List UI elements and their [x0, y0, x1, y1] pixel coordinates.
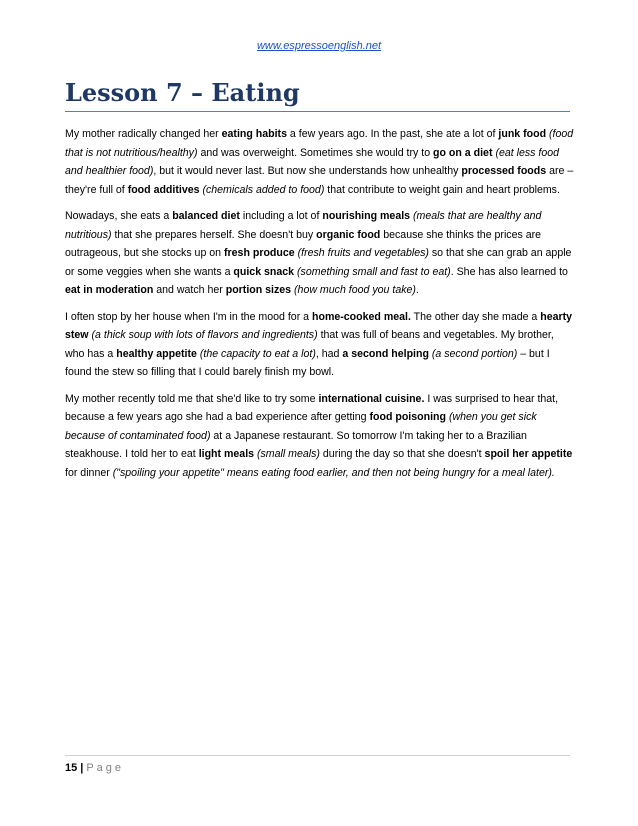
definition-text: (when you get sick because of contaminated food) — [65, 411, 537, 442]
body-text: are – they're full of — [65, 165, 574, 196]
definition-text: (a thick soup with lots of flavors and ingredients) — [91, 329, 318, 341]
footer-separator: | — [80, 762, 84, 774]
vocab-term: spoil her appetite — [484, 448, 573, 460]
body-text: The other day she made a — [410, 310, 541, 323]
definition-text: (chemicals added to food) — [202, 183, 325, 196]
definition-text: (something small and fast to eat) — [297, 265, 451, 278]
paragraph — [65, 125, 575, 199]
body-text: My mother radically changed her — [65, 128, 222, 140]
body-text: during the day so that she doesn't — [319, 448, 485, 460]
body-text: because she thinks the prices are outrageous, but she stocks up on — [65, 228, 542, 259]
definition-text: (food that is not nutritious/healthy) — [65, 128, 574, 159]
body-text: – but I found the stew so filling that I could barely finish my bowl. — [65, 347, 550, 378]
vocab-term: eat in moderation — [65, 284, 154, 296]
body-text: Nowadays, she eats a — [65, 210, 173, 222]
body-text: that contribute to weight gain and heart problems. — [324, 183, 560, 196]
body-text: I often stop by her house when I'm in the mood for a — [65, 310, 312, 323]
vocab-term: quick snack — [233, 265, 295, 278]
body-text: at a Japanese restaurant. So tomorrow I'm taking her to a Brazilian steakhouse. I told her to eat — [65, 429, 527, 460]
vocab-term: balanced diet — [172, 210, 240, 222]
body-text: , had — [315, 347, 343, 360]
body-text: and watch her — [153, 284, 226, 296]
vocab-term: light meals — [198, 448, 255, 460]
body-text: . — [415, 284, 419, 296]
body-text: , but it would never last. But now she understands how unhealthy — [153, 165, 462, 177]
definition-text: ("spoiling your appetite" means eating food earlier, and then not being hungry for a meal later). — [112, 466, 555, 479]
page-footer — [65, 762, 124, 774]
body-text: I was surprised to hear that, because a few years ago she had a bad experience after getting — [65, 392, 559, 423]
vocab-term: organic food — [316, 228, 381, 241]
paragraph — [65, 390, 575, 483]
vocab-term: eating habits — [221, 128, 287, 140]
definition-text: (a second portion) — [431, 347, 518, 360]
vocab-term: portion sizes — [225, 284, 292, 296]
vocab-term: home-cooked meal. — [312, 310, 411, 323]
definition-text: (meals that are healthy and nutritious) — [65, 210, 542, 241]
body-text: My mother recently told me that she'd like to try some — [65, 392, 319, 405]
body-text: that was full of beans and vegetables. My brother, who has a — [65, 329, 554, 360]
vocab-term: junk food — [498, 128, 547, 140]
vocab-term: nourishing meals — [322, 210, 411, 222]
vocab-term: food poisoning — [369, 411, 446, 423]
lesson-body — [65, 125, 575, 490]
definition-text: (the capacity to eat a lot) — [199, 347, 316, 360]
paragraph — [65, 308, 575, 382]
vocab-term: a second helping — [342, 347, 429, 360]
vocab-term: processed foods — [461, 165, 547, 177]
body-text: . She has also learned to — [450, 265, 568, 278]
definition-text: (eat less food and healthier food) — [65, 146, 560, 177]
page-title: Lesson 7 – Eating — [65, 78, 300, 107]
page-word: Page — [86, 762, 125, 774]
body-text: that she prepares herself. She doesn't buy — [111, 228, 317, 241]
definition-text: (small meals) — [256, 448, 320, 460]
header-url-link[interactable]: www.espressoenglish.net — [256, 40, 382, 52]
page-number: 15 — [65, 762, 78, 774]
definition-text: (how much food you take) — [294, 284, 416, 296]
body-text: so that she can grab an apple or some veggies when she wants a — [65, 247, 572, 278]
vocab-term: food additives — [127, 183, 200, 196]
body-text: a few years ago. In the past, she ate a lot of — [286, 128, 499, 140]
vocab-term: healthy appetite — [116, 347, 197, 360]
definition-text: (fresh fruits and vegetables) — [297, 247, 429, 259]
title-underline-divider — [65, 111, 570, 112]
vocab-term: go on a diet — [433, 146, 493, 159]
footer-divider — [65, 755, 570, 756]
vocab-term: international cuisine. — [318, 392, 425, 405]
vocab-term: hearty stew — [65, 310, 573, 341]
vocab-term: fresh produce — [224, 247, 295, 259]
body-text: including a lot of — [239, 210, 323, 222]
body-text: and was overweight. Sometimes she would try to — [197, 146, 434, 159]
body-text: for dinner — [65, 466, 113, 479]
paragraph — [65, 207, 575, 300]
